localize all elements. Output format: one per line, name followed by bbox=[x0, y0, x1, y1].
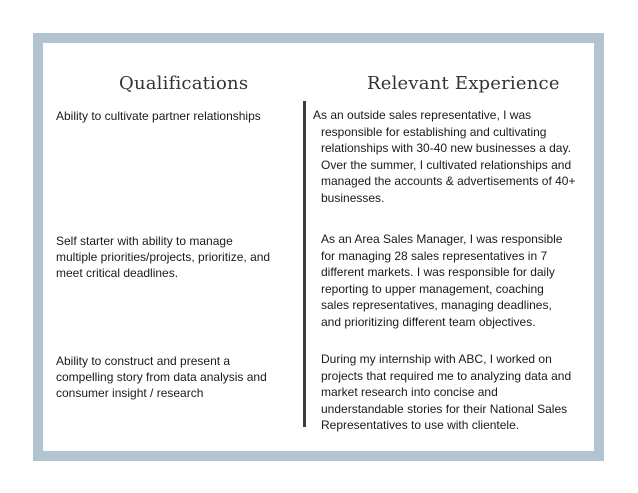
qualification-3-line: compelling story from data analysis and bbox=[56, 370, 267, 384]
qualification-1-line: Ability to cultivate partner relationships bbox=[56, 109, 261, 123]
experience-2-line: for managing 28 sales representatives in 7 bbox=[321, 248, 548, 263]
experience-3-line: During my internship with ABC, I worked on bbox=[321, 352, 552, 366]
experience-3-line: Representatives to use with clientele. bbox=[321, 418, 520, 433]
qualification-3 bbox=[56, 353, 292, 401]
experience-1-line: managed the accounts & advertisements of 40+ bbox=[321, 174, 576, 189]
qualification-2 bbox=[56, 233, 292, 281]
experience-3-line: market research into concise and bbox=[321, 385, 498, 400]
qualification-2-line: Self starter with ability to manage bbox=[56, 234, 233, 248]
experience-2-line: As an Area Sales Manager, I was responsible bbox=[321, 232, 563, 246]
experience-2-line: and prioritizing different team objectives. bbox=[321, 314, 536, 329]
experience-1 bbox=[313, 107, 595, 207]
experience-2-line: different markets. I was responsible for daily bbox=[321, 265, 555, 280]
experience-heading: Relevant Experience bbox=[367, 73, 560, 94]
experience-1-line: Over the summer, I cultivated relationships and bbox=[321, 157, 572, 172]
qualification-3-line: consumer insight / research bbox=[56, 386, 204, 400]
qualifications-heading: Qualifications bbox=[119, 73, 249, 94]
experience-1-line: responsible for establishing and cultivating bbox=[321, 124, 547, 139]
qualification-1 bbox=[56, 108, 292, 124]
slide-frame bbox=[33, 33, 604, 461]
experience-2-line: sales representatives, managing deadlines, bbox=[321, 298, 552, 313]
experience-3-line: projects that required me to analyzing data and bbox=[321, 368, 572, 383]
slide bbox=[43, 43, 594, 451]
experience-1-line: As an outside sales representative, I was bbox=[313, 108, 532, 122]
experience-1-line: relationships with 30-40 new businesses a day. bbox=[321, 141, 571, 156]
experience-2-line: reporting to upper management, coaching bbox=[321, 281, 544, 296]
experience-3 bbox=[313, 351, 595, 434]
experience-2 bbox=[313, 231, 595, 331]
experience-3-line: understandable stories for their National Sales bbox=[321, 401, 568, 416]
qualification-2-line: meet critical deadlines. bbox=[56, 266, 179, 280]
experience-1-line: businesses. bbox=[321, 190, 385, 205]
qualification-2-line: multiple priorities/projects, prioritize, and bbox=[56, 250, 271, 264]
column-divider bbox=[303, 101, 306, 427]
qualification-3-line: Ability to construct and present a bbox=[56, 354, 231, 368]
